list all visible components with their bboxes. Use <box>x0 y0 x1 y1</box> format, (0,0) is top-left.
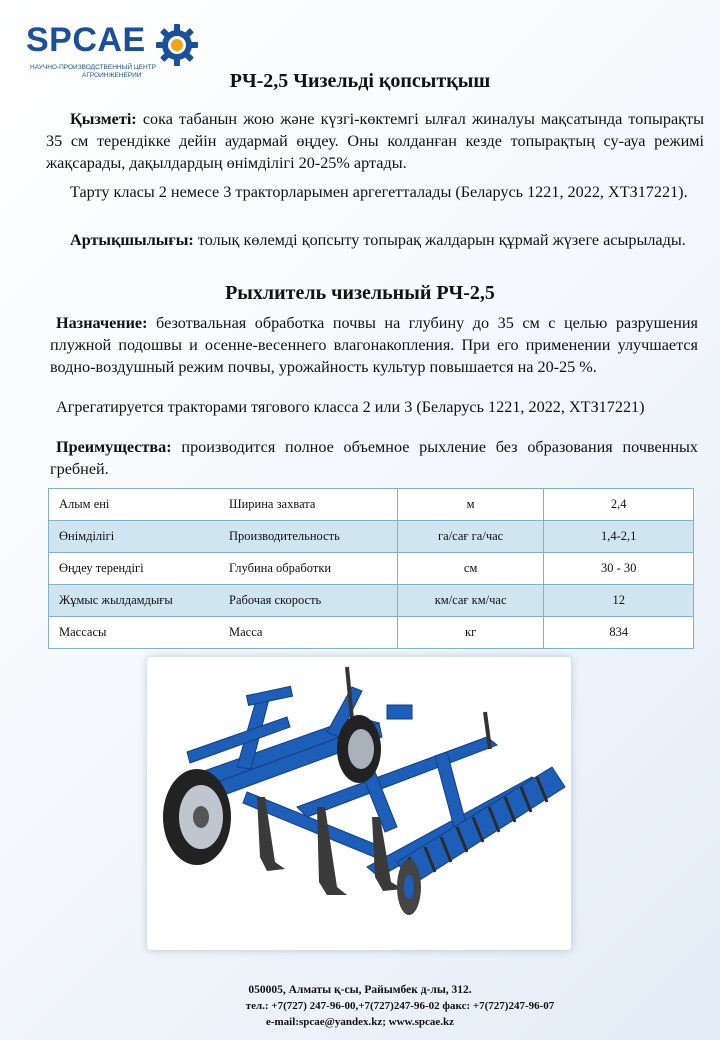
table-row <box>49 553 694 585</box>
ru-title: Рыхлитель чизельный РЧ-2,5 <box>225 282 495 304</box>
footer-address: 050005, Алматы қ-сы, Райымбек д-лы, 312. <box>248 984 472 996</box>
logo-subtitle-line2: АГРОИНЖЕНЕРИИ <box>82 72 142 79</box>
kz-traction-text: Тарту класы 2 немесе 3 тракторларымен аргегетталады (Беларусь 1221, 2022, ХТЗ17221). <box>70 183 688 201</box>
ru-purpose-label: Назначение: <box>56 314 148 332</box>
spec-name-kz: Алым ені <box>59 497 110 511</box>
spec-name-cell <box>49 489 398 521</box>
ru-purpose-paragraph <box>50 312 698 378</box>
table-row <box>49 617 694 649</box>
logo-subtitle-line1: НАУЧНО-ПРОИЗВОДСТВЕННЫЙ ЦЕНТР <box>30 64 156 71</box>
spec-name-kz: Массасы <box>59 625 107 639</box>
spec-name-cell <box>49 553 398 585</box>
spec-name-cell <box>49 617 398 649</box>
gear-icon <box>154 22 200 68</box>
spec-name-ru: Производительность <box>229 529 340 543</box>
product-photo <box>147 657 571 950</box>
spec-unit: м <box>397 489 544 521</box>
spec-value: 2,4 <box>544 489 694 521</box>
kz-advantage-label: Артықшылығы: <box>70 231 194 249</box>
spec-name-ru: Масса <box>229 625 263 639</box>
spec-value: 30 - 30 <box>544 553 694 585</box>
spec-name-ru: Глубина обработки <box>229 561 332 575</box>
ru-traction-text: Агрегатируется тракторами тягового класса 2 или 3 (Беларусь 1221, 2022, ХТЗ17221) <box>56 398 645 416</box>
footer-web: e-mail:spcae@yandex.kz; www.spcae.kz <box>265 1016 455 1028</box>
spec-name-cell <box>49 585 398 617</box>
spec-unit: км/сағ км/час <box>397 585 544 617</box>
spec-name-ru: Рабочая скорость <box>229 593 322 607</box>
spec-value: 834 <box>544 617 694 649</box>
logo-wordmark: SPCAE <box>26 21 146 59</box>
spec-value: 1,4-2,1 <box>544 521 694 553</box>
spec-name-cell <box>49 521 398 553</box>
kz-advantage-paragraph <box>46 229 704 251</box>
spec-name-ru: Ширина захвата <box>229 497 316 511</box>
table-row <box>49 489 694 521</box>
ru-advantage-label: Преимущества: <box>56 438 172 456</box>
ru-advantage-text: производится полное объемное рыхление без образования почвенных гребней. <box>50 438 698 478</box>
ru-advantage-paragraph <box>50 436 698 480</box>
spec-unit: см <box>397 553 544 585</box>
footer-phones: тел.: +7(727) 247-96-00,+7(727)247-96-02 факс: +7(727)247-96-07 <box>245 1000 555 1012</box>
kz-advantage-text: толық көлемді қопсыту топырақ жалдарын құрмай жүзеге асырылады. <box>193 231 686 249</box>
kz-title: РЧ-2,5 Чизельді қопсытқыш <box>229 70 491 92</box>
ru-purpose-text: безотвальная обработка почвы на глубину до 35 см с целью разрушения плужной подошвы и осенне-весеннего влагонакопления. При его применении улучшается водно-воздушный режим почвы, урожайность культур повышается на 20-25 %. <box>50 314 698 376</box>
kz-purpose-label: Қызметі: <box>70 110 137 128</box>
spec-value: 12 <box>544 585 694 617</box>
spec-name-kz: Өңдеу терендігі <box>59 561 144 575</box>
spec-name-kz: Жұмыс жылдамдығы <box>59 593 173 607</box>
kz-purpose-paragraph <box>46 108 704 174</box>
kz-traction-paragraph <box>46 181 704 203</box>
ru-traction-paragraph <box>50 396 698 418</box>
spec-name-kz: Өнімділігі <box>59 529 115 543</box>
chisel-plow-illustration <box>147 657 571 950</box>
table-row <box>49 521 694 553</box>
kz-purpose-text: сока табанын жою және күзгі-көктемгі ылғал жиналуы мақсатында топырақты 35 см терендікке дейін аудармай өңдеу. Оны колданған кезде топырақтың су-ауа режимі жақсарады, дақылдардың өнімділігі 20-25% артады. <box>46 110 704 172</box>
spec-unit: кг <box>397 617 544 649</box>
table-row <box>49 585 694 617</box>
spec-table <box>48 488 694 649</box>
spec-unit: га/сағ га/час <box>397 521 544 553</box>
